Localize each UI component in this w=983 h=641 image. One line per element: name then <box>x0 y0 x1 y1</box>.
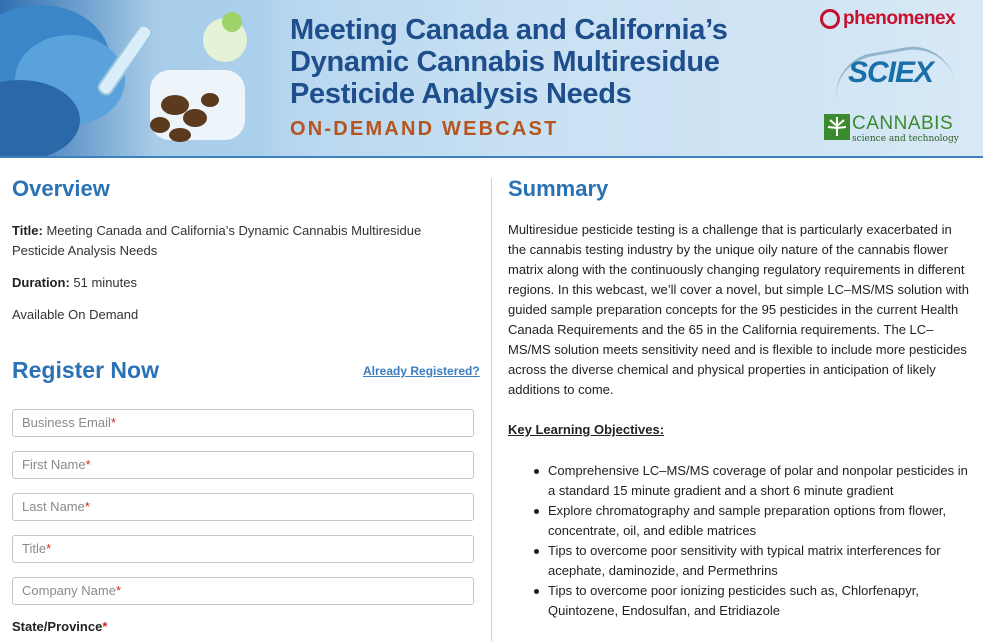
cannabis-leaf-icon <box>824 114 850 140</box>
list-item <box>508 541 973 581</box>
summary-body: Multiresidue pesticide testing is a challenge that is particularly exacerbated in the cannabis testing industry by the unique oily nature of the cannabis flower matrix along with the continuously changing regulatory requirements in different regions. In this webcast, we’ll cover a novel, but simple LC–MS/MS solution with guided sample preparation concepts for the 95 pesticides in the current Health Canada Requirements and the 65 in the California requirements. The LC–MS/MS solution meets sensitivity need and is flexible to include more pesticides across the diverse chemical and physical properties in anticipation of likely additions to come. <box>508 222 969 397</box>
lab-photo-image <box>0 0 260 156</box>
bullet-icon <box>534 509 539 514</box>
objective-text: Tips to overcome poor ionizing pesticides such as, Chlorfenapyr, Quintozene, Endosulfan, and Etridiazole <box>548 583 919 618</box>
list-item <box>508 461 973 501</box>
last-name-field[interactable] <box>12 493 474 521</box>
objectives-list <box>508 461 973 621</box>
already-registered-link[interactable]: Already Registered? <box>363 364 480 378</box>
state-province-label-text: State/Province <box>12 619 103 634</box>
overview-duration-row <box>12 273 467 293</box>
company-name-field[interactable] <box>12 577 474 605</box>
phenomenex-logo-text: phenomenex <box>843 8 956 29</box>
objective-text: Tips to overcome poor sensitivity with typical matrix interferences for acephate, daminozide, and Permethrins <box>548 543 941 578</box>
title-label: Title: <box>12 223 43 238</box>
business-email-field[interactable] <box>12 409 474 437</box>
duration-label: Duration: <box>12 275 70 290</box>
state-province-label <box>12 619 107 634</box>
cannabis-logo-text: CANNABIS <box>852 113 954 134</box>
required-marker: * <box>110 415 116 430</box>
bullet-icon <box>534 469 539 474</box>
overview-heading: Overview <box>12 176 110 201</box>
required-marker: * <box>102 619 108 634</box>
banner-title-line: Meeting Canada and California’s <box>290 14 728 46</box>
list-item <box>508 581 973 621</box>
sciex-logo: SCIEX <box>848 56 934 89</box>
required-marker: * <box>46 541 52 556</box>
cannabis-science-logo <box>824 114 959 144</box>
banner-title <box>290 14 780 110</box>
required-marker: * <box>85 457 91 472</box>
list-item <box>508 501 973 541</box>
webcast-banner <box>0 0 983 156</box>
summary-heading: Summary <box>508 176 609 201</box>
column-divider <box>491 178 492 641</box>
banner-title-line: Pesticide Analysis Needs <box>290 78 632 110</box>
duration-value: 51 minutes <box>73 275 137 290</box>
phenomenex-mark-icon <box>820 9 840 29</box>
bullet-icon <box>534 589 539 594</box>
availability-text: Available On Demand <box>12 307 139 322</box>
overview-title-row <box>12 221 467 261</box>
field-placeholder: Business Email <box>22 415 111 430</box>
objective-text: Comprehensive LC–MS/MS coverage of polar and nonpolar pesticides in a standard 15 minute gradient and a short 6 minute gradient <box>548 463 968 498</box>
register-heading: Register Now <box>12 357 159 383</box>
bullet-icon <box>534 549 539 554</box>
objective-text: Explore chromatography and sample preparation options from flower, concentrate, oil, and edible matrices <box>548 503 947 538</box>
required-marker: * <box>84 499 90 514</box>
banner-divider <box>0 156 983 158</box>
first-name-field[interactable] <box>12 451 474 479</box>
field-placeholder: Last Name <box>22 499 85 514</box>
required-marker: * <box>115 583 121 598</box>
field-placeholder: Title <box>22 541 47 556</box>
job-title-field[interactable] <box>12 535 474 563</box>
key-objectives-heading: Key Learning Objectives: <box>508 422 665 437</box>
field-placeholder: First Name <box>22 457 86 472</box>
field-placeholder: Company Name <box>22 583 116 598</box>
banner-subtitle: ON-DEMAND WEBCAST <box>290 118 559 140</box>
phenomenex-logo <box>820 8 955 30</box>
banner-title-line: Dynamic Cannabis Multiresidue <box>290 46 720 78</box>
cannabis-logo-tagline: science and technology <box>852 134 959 144</box>
title-value: Meeting Canada and California’s Dynamic Cannabis Multiresidue Pesticide Analysis Needs <box>12 223 422 258</box>
